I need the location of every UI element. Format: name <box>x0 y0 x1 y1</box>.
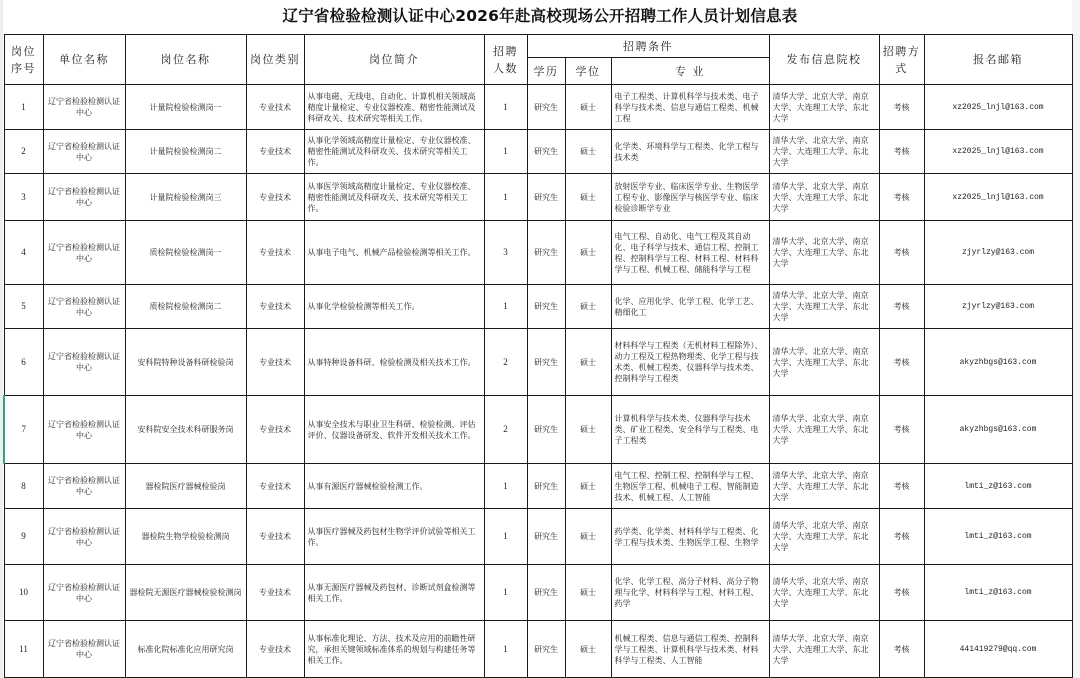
cell-intro[interactable]: 从事标准化理论、方法、技术及应用的前瞻性研究，承担关键领域标准体系的规划与构建任务等相关工作。 <box>304 621 484 678</box>
cell-unit[interactable]: 辽宁省检验检测认证中心 <box>43 565 125 621</box>
cell-email[interactable]: lmti_z@163.com <box>924 509 1072 565</box>
cell-education[interactable]: 研究生 <box>527 285 565 329</box>
header-seq: 岗位序号 <box>4 35 43 85</box>
cell-unit[interactable]: 辽宁省检验检测认证中心 <box>43 221 125 285</box>
cell-email[interactable]: akyzhbgs@163.com <box>924 329 1072 396</box>
cell-post[interactable]: 标准化院标准化应用研究岗 <box>125 621 246 678</box>
cell-count[interactable]: 1 <box>484 174 527 221</box>
cell-count[interactable]: 3 <box>484 221 527 285</box>
header-count: 招聘人数 <box>484 35 527 85</box>
cell-email[interactable]: akyzhbgs@163.com <box>924 396 1072 464</box>
cell-major[interactable]: 材料科学与工程类（无机材料工程除外）、动力工程及工程热物理类、化学工程与技术类、机械工程类、仪器科学与技术类、控制科学与工程类 <box>611 329 769 396</box>
cell-intro[interactable]: 从事无源医疗器械及药包材、诊断试剂盒检测等相关工作。 <box>304 565 484 621</box>
cell-email[interactable]: xz2025_lnjl@163.com <box>924 85 1072 130</box>
cell-category[interactable]: 专业技术 <box>246 329 304 396</box>
header-education: 学历 <box>527 58 565 85</box>
cell-degree[interactable]: 硕士 <box>565 174 611 221</box>
cell-education[interactable]: 研究生 <box>527 464 565 509</box>
cell-education[interactable]: 研究生 <box>527 621 565 678</box>
table-row[interactable] <box>4 130 1072 174</box>
cell-seq[interactable]: 9 <box>4 509 43 565</box>
table-row[interactable] <box>4 85 1072 130</box>
cell-major[interactable]: 化学、化学工程、高分子材料、高分子物理与化学、材料科学与工程、材料工程、药学 <box>611 565 769 621</box>
cell-schools[interactable]: 清华大学、北京大学、南京大学、大连理工大学、东北大学 <box>769 85 879 130</box>
cell-category[interactable]: 专业技术 <box>246 285 304 329</box>
cell-category[interactable]: 专业技术 <box>246 565 304 621</box>
cell-degree[interactable]: 硕士 <box>565 396 611 464</box>
cell-post[interactable]: 计量院检验检测岗一 <box>125 85 246 130</box>
cell-intro[interactable]: 从事化学检验检测等相关工作。 <box>304 285 484 329</box>
cell-seq[interactable]: 10 <box>4 565 43 621</box>
sheet-right-gutter <box>1072 0 1080 678</box>
cell-post[interactable]: 器检院无源医疗器械检验检测岗 <box>125 565 246 621</box>
cell-category[interactable]: 专业技术 <box>246 85 304 130</box>
cell-method[interactable]: 考核 <box>879 509 924 565</box>
cell-seq[interactable]: 3 <box>4 174 43 221</box>
cell-seq[interactable]: 11 <box>4 621 43 678</box>
header-intro: 岗位简介 <box>304 35 484 85</box>
cell-email[interactable]: zjyrlzy@163.com <box>924 285 1072 329</box>
page-title: 辽宁省检验检测认证中心2026年赴高校现场公开招聘工作人员计划信息表 <box>282 7 798 25</box>
cell-schools[interactable]: 清华大学、北京大学、南京大学、大连理工大学、东北大学 <box>769 221 879 285</box>
cell-method[interactable]: 考核 <box>879 396 924 464</box>
cell-schools[interactable]: 清华大学、北京大学、南京大学、大连理工大学、东北大学 <box>769 174 879 221</box>
cell-education[interactable]: 研究生 <box>527 221 565 285</box>
cell-major[interactable]: 电气工程、控制工程、控制科学与工程、生物医学工程、机械电子工程、智能制造技术、机械工程、人工智能 <box>611 464 769 509</box>
cell-post[interactable]: 计量院检验检测岗二 <box>125 130 246 174</box>
table-row[interactable] <box>4 396 1072 464</box>
cell-unit[interactable]: 辽宁省检验检测认证中心 <box>43 509 125 565</box>
cell-method[interactable]: 考核 <box>879 285 924 329</box>
cell-education[interactable]: 研究生 <box>527 329 565 396</box>
header-email: 报名邮箱 <box>924 35 1072 85</box>
cell-degree[interactable]: 硕士 <box>565 565 611 621</box>
cell-email[interactable]: zjyrlzy@163.com <box>924 221 1072 285</box>
header-conditions: 招聘条件 <box>527 35 769 58</box>
cell-category[interactable]: 专业技术 <box>246 221 304 285</box>
cell-education[interactable]: 研究生 <box>527 396 565 464</box>
cell-category[interactable]: 专业技术 <box>246 509 304 565</box>
cell-count[interactable]: 1 <box>484 621 527 678</box>
cell-email[interactable]: 441419279@qq.com <box>924 621 1072 678</box>
cell-major[interactable]: 化学、应用化学、化学工程、化学工艺、精细化工 <box>611 285 769 329</box>
cell-degree[interactable]: 硕士 <box>565 329 611 396</box>
header-method: 招聘方式 <box>879 35 924 85</box>
cell-unit[interactable]: 辽宁省检验检测认证中心 <box>43 174 125 221</box>
cell-email[interactable]: xz2025_lnjl@163.com <box>924 174 1072 221</box>
cell-method[interactable]: 考核 <box>879 621 924 678</box>
cell-count[interactable]: 1 <box>484 464 527 509</box>
cell-category[interactable]: 专业技术 <box>246 174 304 221</box>
cell-method[interactable]: 考核 <box>879 464 924 509</box>
cell-major[interactable]: 计算机科学与技术类、仪器科学与技术类、矿业工程类、安全科学与工程类、电子工程类 <box>611 396 769 464</box>
cell-post[interactable]: 器检院医疗器械检验岗 <box>125 464 246 509</box>
cell-category[interactable]: 专业技术 <box>246 464 304 509</box>
cell-seq[interactable]: 1 <box>4 85 43 130</box>
cell-degree[interactable]: 硕士 <box>565 221 611 285</box>
table-row[interactable] <box>4 565 1072 621</box>
table-row[interactable] <box>4 285 1072 329</box>
cell-intro[interactable]: 从事电子电气、机械产品检验检测等相关工作。 <box>304 221 484 285</box>
cell-unit[interactable]: 辽宁省检验检测认证中心 <box>43 130 125 174</box>
table-row[interactable] <box>4 621 1072 678</box>
header-major: 专 业 <box>611 58 769 85</box>
recruitment-table <box>3 34 1073 678</box>
cell-schools[interactable]: 清华大学、北京大学、南京大学、大连理工大学、东北大学 <box>769 396 879 464</box>
cell-education[interactable]: 研究生 <box>527 174 565 221</box>
cell-post[interactable]: 质检院检验检测岗二 <box>125 285 246 329</box>
cell-post[interactable]: 安科院特种设备科研检验岗 <box>125 329 246 396</box>
cell-post[interactable]: 器检院生物学检验检测岗 <box>125 509 246 565</box>
cell-schools[interactable]: 清华大学、北京大学、南京大学、大连理工大学、东北大学 <box>769 329 879 396</box>
cell-post[interactable]: 安科院安全技术科研服务岗 <box>125 396 246 464</box>
cell-major[interactable]: 化学类、环境科学与工程类、化学工程与技术类 <box>611 130 769 174</box>
cell-seq[interactable]: 4 <box>4 221 43 285</box>
cell-unit[interactable]: 辽宁省检验检测认证中心 <box>43 621 125 678</box>
cell-intro[interactable]: 从事医学领域高精度计量检定、专业仪器校准、精密性能测试及科研攻关、技术研究等相关工作。 <box>304 174 484 221</box>
header-post: 岗位名称 <box>125 35 246 85</box>
cell-degree[interactable]: 硕士 <box>565 621 611 678</box>
cell-seq[interactable]: 5 <box>4 285 43 329</box>
header-schools: 发布信息院校 <box>769 35 879 85</box>
table-row[interactable] <box>4 464 1072 509</box>
cell-intro[interactable]: 从事化学领域高精度计量检定、专业仪器校准、精密性能测试及科研攻关、技术研究等相关工作。 <box>304 130 484 174</box>
cell-category[interactable]: 专业技术 <box>246 396 304 464</box>
cell-major[interactable]: 药学类、化学类、材料科学与工程类、化学工程与技术类、生物医学工程、生物学 <box>611 509 769 565</box>
cell-post[interactable]: 计量院检验检测岗三 <box>125 174 246 221</box>
cell-major[interactable]: 放射医学专业、临床医学专业、生物医学工程专业、影像医学与核医学专业、临床检验诊断学专业 <box>611 174 769 221</box>
cell-schools[interactable]: 清华大学、北京大学、南京大学、大连理工大学、东北大学 <box>769 464 879 509</box>
cell-count[interactable]: 1 <box>484 285 527 329</box>
cell-unit[interactable]: 辽宁省检验检测认证中心 <box>43 396 125 464</box>
cell-count[interactable]: 2 <box>484 396 527 464</box>
cell-unit[interactable]: 辽宁省检验检测认证中心 <box>43 85 125 130</box>
cell-major[interactable]: 电气工程、自动化、电气工程及其自动化、电子科学与技术、通信工程、控制工程、控制科学与工程、材料工程、材料科学与工程、机械工程、储能科学与工程 <box>611 221 769 285</box>
cell-method[interactable]: 考核 <box>879 221 924 285</box>
cell-count[interactable]: 1 <box>484 509 527 565</box>
cell-education[interactable]: 研究生 <box>527 565 565 621</box>
cell-email[interactable]: xz2025_lnjl@163.com <box>924 130 1072 174</box>
cell-education[interactable]: 研究生 <box>527 509 565 565</box>
cell-intro[interactable]: 从事有源医疗器械检验检测工作。 <box>304 464 484 509</box>
cell-email[interactable]: lmti_z@163.com <box>924 565 1072 621</box>
cell-degree[interactable]: 硕士 <box>565 464 611 509</box>
cell-degree[interactable]: 硕士 <box>565 509 611 565</box>
cell-major[interactable]: 机械工程类、信息与通信工程类、控制科学与工程类、计算机科学与技术类、材料科学与工程类、人工智能 <box>611 621 769 678</box>
cell-schools[interactable]: 清华大学、北京大学、南京大学、大连理工大学、东北大学 <box>769 285 879 329</box>
cell-seq[interactable]: 2 <box>4 130 43 174</box>
cell-unit[interactable]: 辽宁省检验检测认证中心 <box>43 285 125 329</box>
cell-method[interactable]: 考核 <box>879 130 924 174</box>
header-category: 岗位类别 <box>246 35 304 85</box>
table-row[interactable] <box>4 174 1072 221</box>
cell-education[interactable]: 研究生 <box>527 85 565 130</box>
cell-category[interactable]: 专业技术 <box>246 621 304 678</box>
cell-unit[interactable]: 辽宁省检验检测认证中心 <box>43 329 125 396</box>
header-unit: 单位名称 <box>43 35 125 85</box>
cell-seq[interactable]: 8 <box>4 464 43 509</box>
table-row[interactable] <box>4 221 1072 285</box>
cell-count[interactable]: 1 <box>484 565 527 621</box>
cell-degree[interactable]: 硕士 <box>565 285 611 329</box>
cell-intro[interactable]: 从事安全技术与职业卫生科研、检验检测、评估评价、仪器设备研发、软件开发相关技术工作。 <box>304 396 484 464</box>
cell-schools[interactable]: 清华大学、北京大学、南京大学、大连理工大学、东北大学 <box>769 130 879 174</box>
cell-email[interactable]: lmti_z@163.com <box>924 464 1072 509</box>
cell-category[interactable]: 专业技术 <box>246 130 304 174</box>
cell-post[interactable]: 质检院检验检测岗一 <box>125 221 246 285</box>
cell-method[interactable]: 考核 <box>879 85 924 130</box>
cell-schools[interactable]: 清华大学、北京大学、南京大学、大连理工大学、东北大学 <box>769 621 879 678</box>
cell-count[interactable]: 1 <box>484 85 527 130</box>
cell-education[interactable]: 研究生 <box>527 130 565 174</box>
cell-intro[interactable]: 从事特种设备科研、检验检测及相关技术工作。 <box>304 329 484 396</box>
cell-unit[interactable]: 辽宁省检验检测认证中心 <box>43 464 125 509</box>
cell-intro[interactable]: 从事电磁、无线电、自动化、计算机相关领域高精度计量检定、专业仪器校准、精密性能测试及科研攻关、技术研究等相关工作。 <box>304 85 484 130</box>
cell-schools[interactable]: 清华大学、北京大学、南京大学、大连理工大学、东北大学 <box>769 565 879 621</box>
table-row[interactable] <box>4 509 1072 565</box>
cell-degree[interactable]: 硕士 <box>565 130 611 174</box>
table-row[interactable] <box>4 329 1072 396</box>
cell-degree[interactable]: 硕士 <box>565 85 611 130</box>
header-degree: 学位 <box>565 58 611 85</box>
cell-count[interactable]: 2 <box>484 329 527 396</box>
cell-schools[interactable]: 清华大学、北京大学、南京大学、大连理工大学、东北大学 <box>769 509 879 565</box>
cell-method[interactable]: 考核 <box>879 565 924 621</box>
cell-count[interactable]: 1 <box>484 130 527 174</box>
cell-method[interactable]: 考核 <box>879 174 924 221</box>
cell-seq[interactable]: 7 <box>4 396 43 464</box>
cell-intro[interactable]: 从事医疗器械及药包材生物学评价试验等相关工作。 <box>304 509 484 565</box>
cell-major[interactable]: 电子工程类、计算机科学与技术类、电子科学与技术类、信息与通信工程类、机械工程 <box>611 85 769 130</box>
cell-seq[interactable]: 6 <box>4 329 43 396</box>
cell-method[interactable]: 考核 <box>879 329 924 396</box>
